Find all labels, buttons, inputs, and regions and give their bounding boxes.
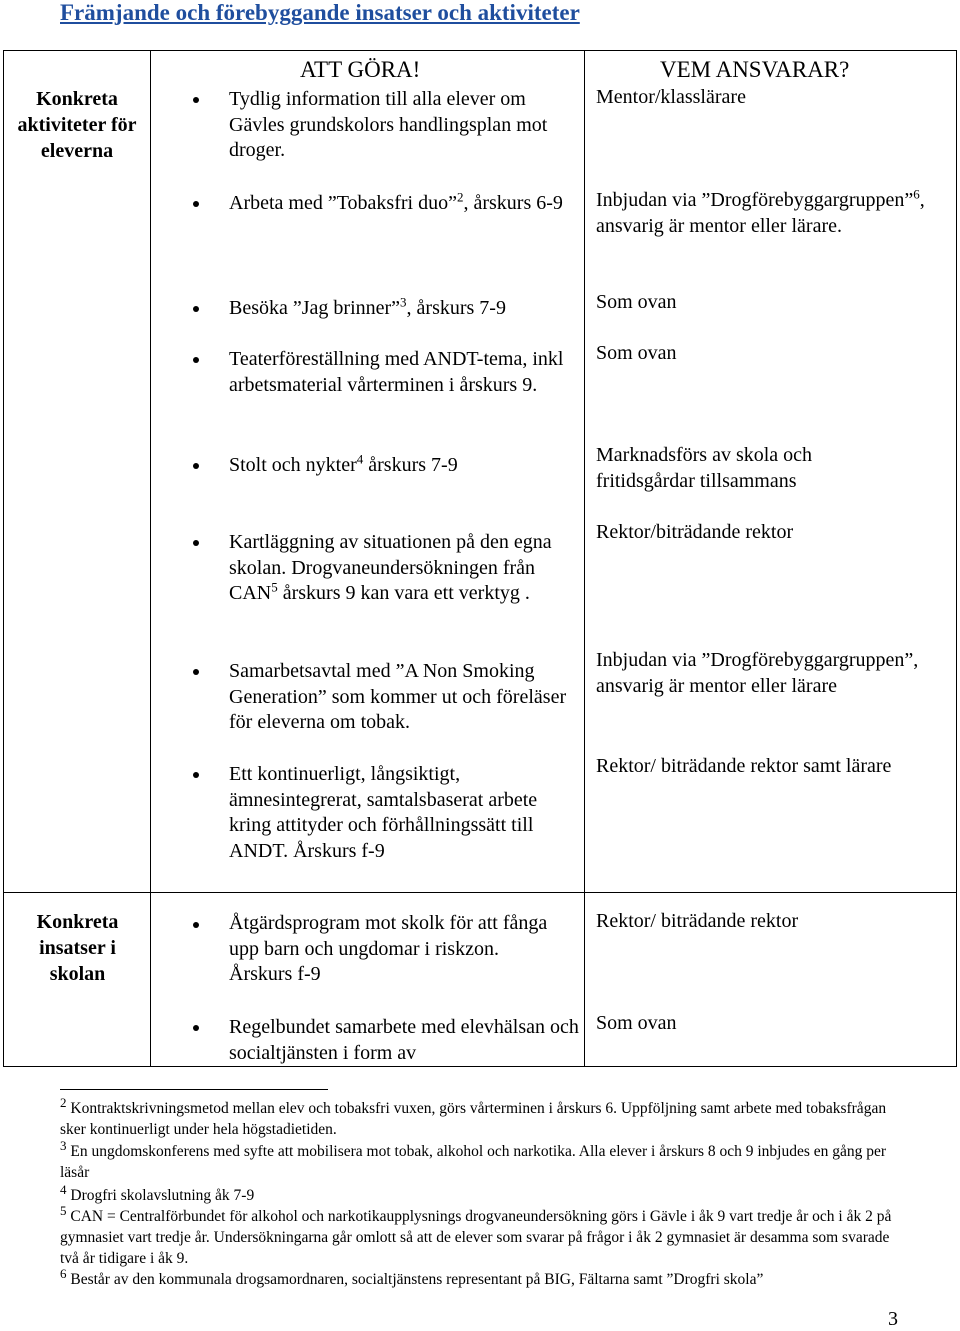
activity-responsible: Rektor/ biträdande rektor samt lärare	[596, 755, 892, 777]
footnote-separator	[60, 1089, 328, 1090]
table-border-right	[956, 50, 957, 1067]
footnote	[60, 1265, 900, 1290]
category-school: Konkreta insatser i skolan	[36, 911, 119, 985]
activity-item: Samarbetsavtal med ”A Non Smoking Generation” som kommer ut och föreläser för eleverna om tobak.	[229, 660, 567, 733]
footnote-number: 6	[60, 1265, 67, 1281]
school-action-responsible: Rektor/ biträdande rektor	[596, 910, 799, 932]
activity-responsible: Inbjudan via ”Drogförebyggargruppen”$^6$, ansvarig är mentor eller lärare.	[596, 186, 925, 237]
table-border-left	[3, 50, 4, 1067]
activity-item: Teaterföreställning med ANDT-tema, inkl arbetsmaterial vårterminen i årskurs 9.	[229, 348, 564, 396]
school-action-item: Åtgärdsprogram mot skolk för att fånga upp barn och ungdomar i riskzon. Årskurs f-9	[229, 912, 548, 985]
table-border-bottom	[3, 1066, 957, 1067]
bullet-icon	[193, 922, 199, 928]
footnote-number: 5	[60, 1202, 67, 1218]
footnote	[60, 1094, 900, 1140]
bullet-icon	[193, 201, 199, 207]
activity-item: Stolt och nykter$^4$ årskurs 7-9	[229, 451, 458, 476]
footnote-text: Består av den kommunala drogsamordnaren, socialtjänstens representant på BIG, Fältarna samt ”Drogfri skola”	[70, 1271, 764, 1288]
bullet-icon	[193, 97, 199, 103]
activity-item: Ett kontinuerligt, långsiktigt, ämnesintegrerat, samtalsbaserat arbete kring attityder och förhållningssätt till ANDT. Årskurs f-9	[229, 763, 538, 862]
footnote-number: 2	[60, 1094, 67, 1110]
bullet-icon	[193, 306, 199, 312]
footnote-text: En ungdomskonferens med syfte att mobilisera mot tobak, alkohol och narkotika. Alla elever i årskurs 8 och 9 inbjudes en gång per läsår	[60, 1143, 887, 1181]
activity-item: Arbeta med ”Tobaksfri duo”$^2$, årskurs 6-9	[229, 189, 563, 214]
bullet-icon	[193, 357, 199, 363]
activity-responsible: Som ovan	[596, 291, 677, 313]
bullet-icon	[193, 463, 199, 469]
activity-responsible: Rektor/biträdande rektor	[596, 521, 794, 543]
footnote-text: CAN = Centralförbundet för alkohol och narkotikaupplysnings drogvaneundersökning görs i Gävle i åk 9 vart tredje år och i åk 2 på gymnasiet vart tredje år. Undersökningarna går omlott så att de elever som svarar på frågor i åk 2 gymnasiet är desamma som svarade två år tidigare i åk 9.	[60, 1208, 892, 1267]
footnote	[60, 1137, 900, 1183]
page-number: 3	[888, 1308, 898, 1330]
activity-item: Tydlig information till alla elever om Gävles grundskolors handlingsplan mot droger.	[229, 88, 548, 161]
footnote-text: Drogfri skolavslutning åk 7-9	[70, 1187, 255, 1204]
bullet-icon	[193, 669, 199, 675]
page-title: Främjande och förebyggande insatser och aktiviteter	[60, 0, 580, 25]
activity-item: Besöka ”Jag brinner”$^3$, årskurs 7-9	[229, 294, 506, 319]
table-row-divider	[3, 892, 957, 893]
activity-responsible: Inbjudan via ”Drogförebyggargruppen”, ansvarig är mentor eller lärare	[596, 649, 919, 697]
table-column-divider	[584, 50, 585, 1067]
activity-responsible: Marknadsförs av skola och fritidsgårdar tillsammans	[596, 444, 813, 492]
activity-item: Kartläggning av situationen på den egna skolan. Drogvaneundersökningen från CAN$^5$ årskurs 9 kan vara ett verktyg .	[229, 531, 552, 604]
footnote-text: Kontraktskrivningsmetod mellan elev och tobaksfri vuxen, görs vårterminen i årskurs 6. Uppföljning samt arbete med tobaksfrågan sker kontinuerligt under hela högstadietiden.	[60, 1100, 887, 1138]
school-action-responsible: Som ovan	[596, 1012, 677, 1034]
header-responsible: VEM ANSVARAR?	[660, 57, 850, 82]
footnote-number: 3	[60, 1137, 67, 1153]
footnote	[60, 1202, 900, 1269]
footnote	[60, 1181, 900, 1206]
bullet-icon	[193, 1025, 199, 1031]
footnote-number: 4	[60, 1181, 67, 1197]
school-action-item: Regelbundet samarbete med elevhälsan och socialtjänsten i form av	[229, 1016, 579, 1064]
activity-responsible: Mentor/klasslärare	[596, 86, 746, 108]
bullet-icon	[193, 540, 199, 546]
bullet-icon	[193, 772, 199, 778]
header-todo: ATT GÖRA!	[300, 57, 421, 82]
table-column-divider	[150, 50, 151, 1067]
table-border-top	[3, 50, 957, 51]
category-students: Konkreta aktiviteter för eleverna	[17, 88, 137, 162]
activity-responsible: Som ovan	[596, 342, 677, 364]
